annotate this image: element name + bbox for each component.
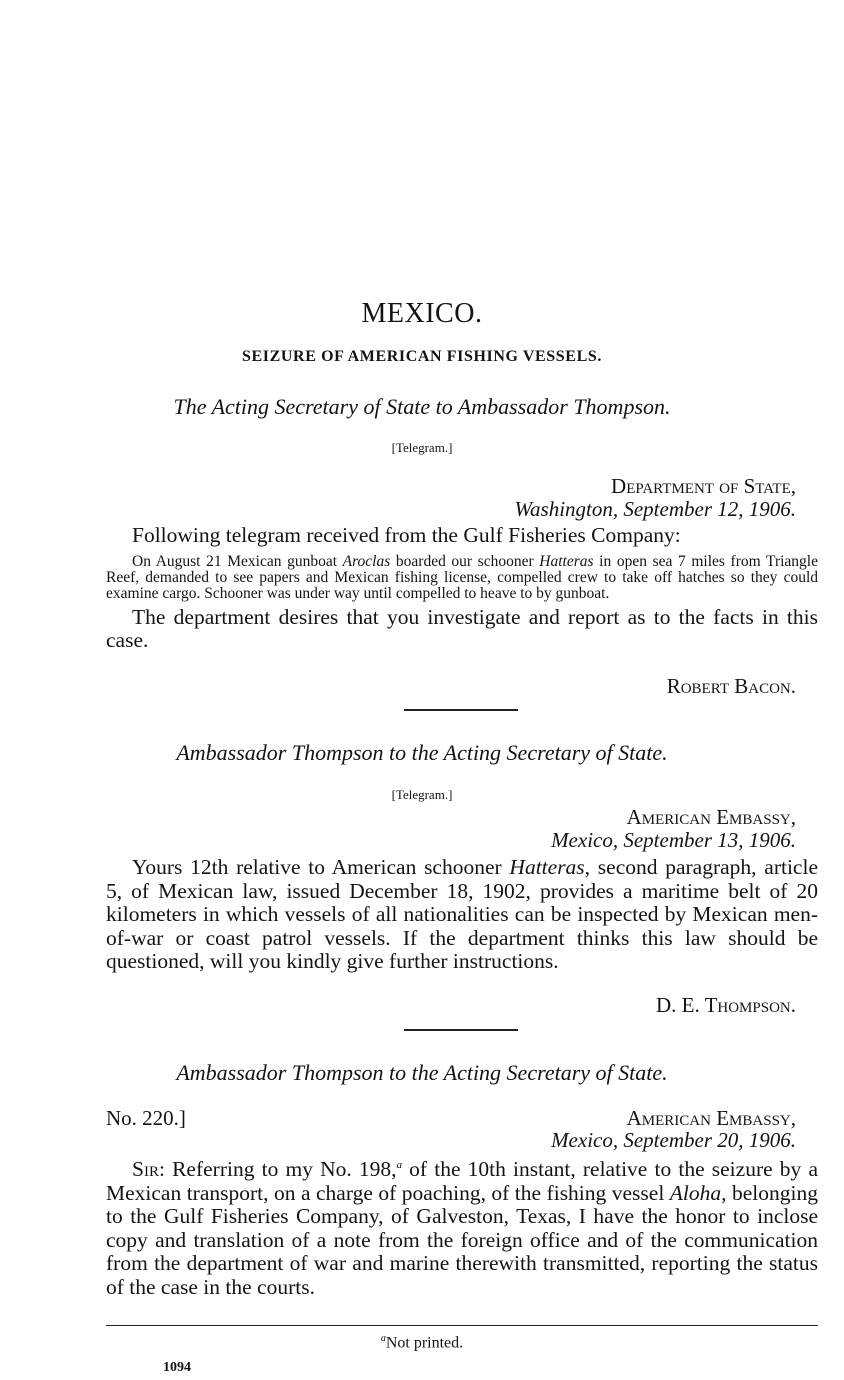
section-divider xyxy=(404,1029,518,1031)
section3-place: American Embassy, xyxy=(626,1106,796,1130)
footnote-rule xyxy=(106,1325,818,1326)
section1-quoted-telegram: On August 21 Mexican gunboat Aroclas boarded our schooner Hatteras in open sea 7 miles from Triangle Reef, demanded to see papers and Mexican fishing license, compelled crew to take off hatches so they could examine cargo. Schooner was under way until compelled to heave to by gunboat. xyxy=(106,552,818,602)
section1-heading: The Acting Secretary of State to Ambassador Thompson. xyxy=(173,394,671,419)
footnote-mark: a xyxy=(380,1333,386,1344)
page-title: MEXICO. xyxy=(361,298,483,329)
section2-telegram-label: [Telegram.] xyxy=(391,787,453,802)
section-divider xyxy=(404,709,518,711)
section1-date: Washington, September 12, 1906. xyxy=(514,497,796,521)
section2-heading: Ambassador Thompson to the Acting Secretary of State. xyxy=(176,740,668,765)
section3-body: Sir: Referring to my No. 198,$^a$ of the 10th instant, relative to the seizure by a Mexican transport, on a charge of poaching, of the fishing vessel Aloha, belonging to the Gulf Fisheries Company, of Galveston, Texas, I have the honor to inclose copy and translation of a note from the foreign office and of the communication from the department of war and marine therewith transmitted, reporting the status of the case in the courts. xyxy=(106,1157,819,1299)
section3-date: Mexico, September 20, 1906. xyxy=(551,1128,796,1152)
footnote-reference[interactable]: a xyxy=(396,1159,403,1171)
section1-intro: Following telegram received from the Gulf Fisheries Company: xyxy=(132,523,681,547)
section2-place: American Embassy, xyxy=(626,805,796,829)
dispatch-number: No. 220.] xyxy=(106,1106,186,1130)
section1-body: The department desires that you investigate and report as to the facts in this case. xyxy=(106,604,818,652)
page-subtitle: SEIZURE OF AMERICAN FISHING VESSELS. xyxy=(242,348,602,365)
section2-signature: D. E. Thompson. xyxy=(655,993,796,1017)
section2-body: Yours 12th relative to American schooner Hatteras, second paragraph, article 5, of Mexican law, issued December 18, 1902, provides a maritime belt of 20 kilometers in which vessels of all nationalities can be inspected by Mexican men-of-war or coast patrol vessels. If the department thinks this law should be questioned, will you kindly give further instructions. xyxy=(106,855,818,973)
page-number: 1094 xyxy=(163,1360,191,1375)
section1-telegram-label: [Telegram.] xyxy=(391,440,453,455)
section2-date: Mexico, September 13, 1906. xyxy=(551,828,796,852)
section1-place: Department of State, xyxy=(611,474,796,498)
section3-heading: Ambassador Thompson to the Acting Secretary of State. xyxy=(176,1060,668,1085)
footnote: $^a$Not printed. xyxy=(380,1333,464,1352)
section1-signature: Robert Bacon. xyxy=(666,674,796,698)
